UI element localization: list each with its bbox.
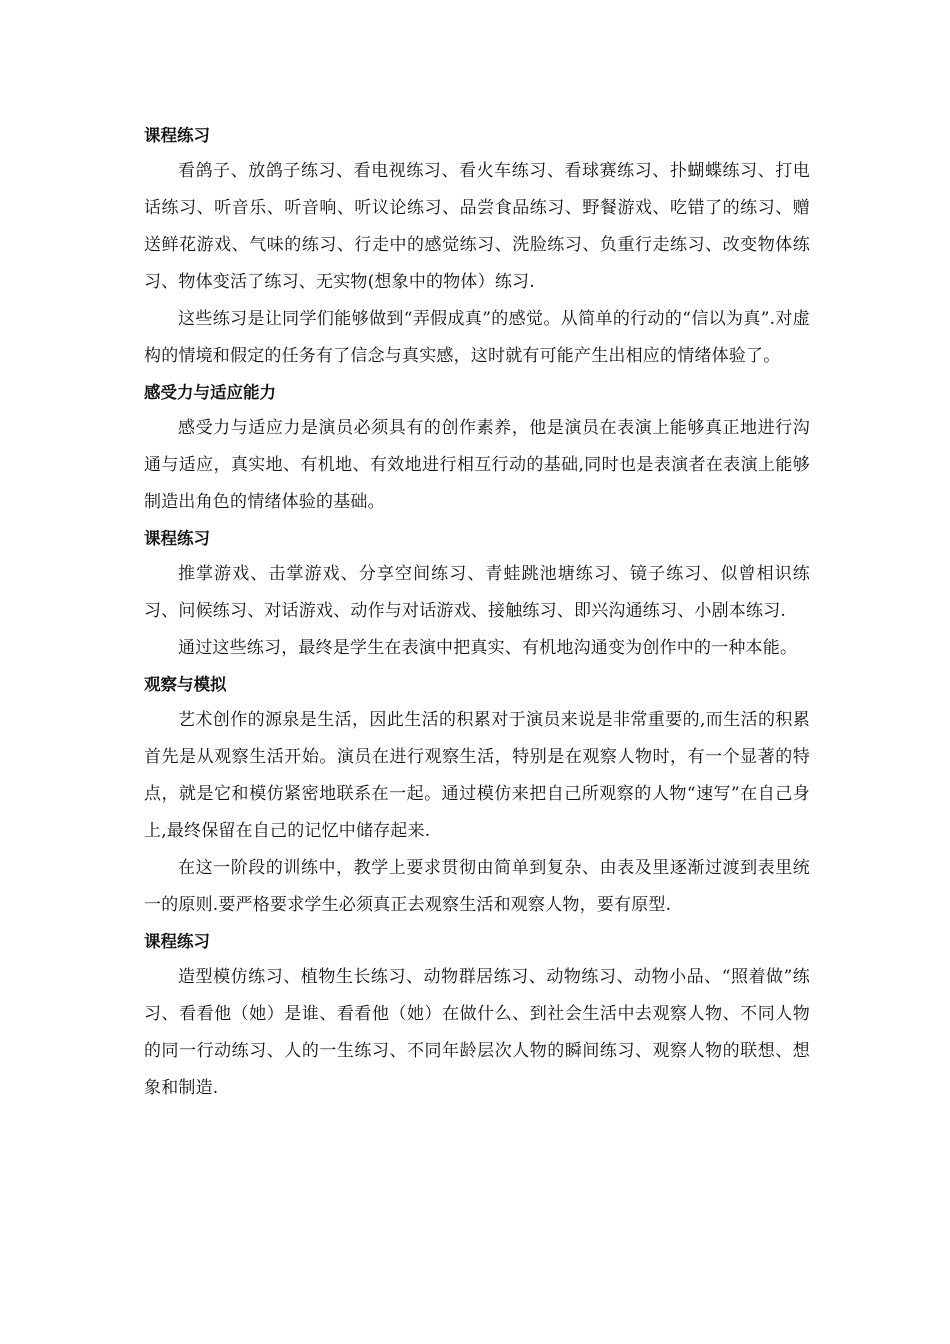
paragraph: 通过这些练习，最终是学生在表演中把真实、有机地沟通变为创作中的一种本能。 (178, 638, 798, 658)
paragraph: 在这一阶段的训练中，教学上要求贯彻由简单到复杂、由表及里逐渐过渡到表里统一的原则.要严格要求学生必须真正去观察生活和观察人物，要有原型. (144, 858, 810, 915)
section-heading: 课程练习 (144, 932, 210, 951)
paragraph: 感受力与适应力是演员必须具有的创作素养，他是演员在表演上能够真正地进行沟通与适应，真实地、有机地、有效地进行相互行动的基础,同时也是表演者在表演上能够制造出角色的情绪体验的基础。 (144, 418, 810, 512)
section-course-practice-2 (144, 521, 810, 667)
paragraph: 看鸽子、放鸽子练习、看电视练习、看火车练习、看球赛练习、扑蝴蝶练习、打电话练习、听音乐、听音响、听议论练习、品尝食品练习、野餐游戏、吃错了的练习、赠送鲜花游戏、气味的练习、行走中的感觉练习、洗脸练习、负重行走练习、改变物体练习、物体变活了练习、无实物(想象中的物体）练习. (144, 161, 810, 292)
paragraph: 造型模仿练习、植物生长练习、动物群居练习、动物练习、动物小品、“照着做”练习、看看他（她）是谁、看看他（她）在做什么、到社会生活中去观察人物、不同人物的同一行动练习、人的一生练习、不同年龄层次人物的瞬间练习、观察人物的联想、想象和制造. (144, 967, 810, 1098)
paragraph: 这些练习是让同学们能够做到“弄假成真”的感觉。从简单的行动的“信以为真”.对虚构的情境和假定的任务有了信念与真实感，这时就有可能产生出相应的情绪体验了。 (144, 309, 810, 366)
document-page (144, 118, 810, 1107)
paragraph: 推掌游戏、击掌游戏、分享空间练习、青蛙跳池塘练习、镜子练习、似曾相识练习、问候练习、对话游戏、动作与对话游戏、接触练习、即兴沟通练习、小剧本练习. (144, 564, 810, 621)
section-heading: 感受力与适应能力 (144, 383, 276, 402)
section-heading: 观察与模拟 (144, 675, 227, 694)
section-course-practice-3 (144, 924, 810, 1107)
section-course-practice-1 (144, 118, 810, 375)
paragraph: 艺术创作的源泉是生活，因此生活的积累对于演员来说是非常重要的,而生活的积累首先是从观察生活开始。演员在进行观察生活，特别是在观察人物时，有一个显著的特点，就是它和模仿紧密地联系在一起。通过模仿来把自己所观察的人物“速写”在自己身上,最终保留在自己的记忆中储存起来. (144, 710, 810, 841)
section-observation-imitation (144, 667, 810, 924)
section-perception-adaptation (144, 375, 810, 521)
section-heading: 课程练习 (144, 126, 210, 145)
section-heading: 课程练习 (144, 529, 210, 548)
